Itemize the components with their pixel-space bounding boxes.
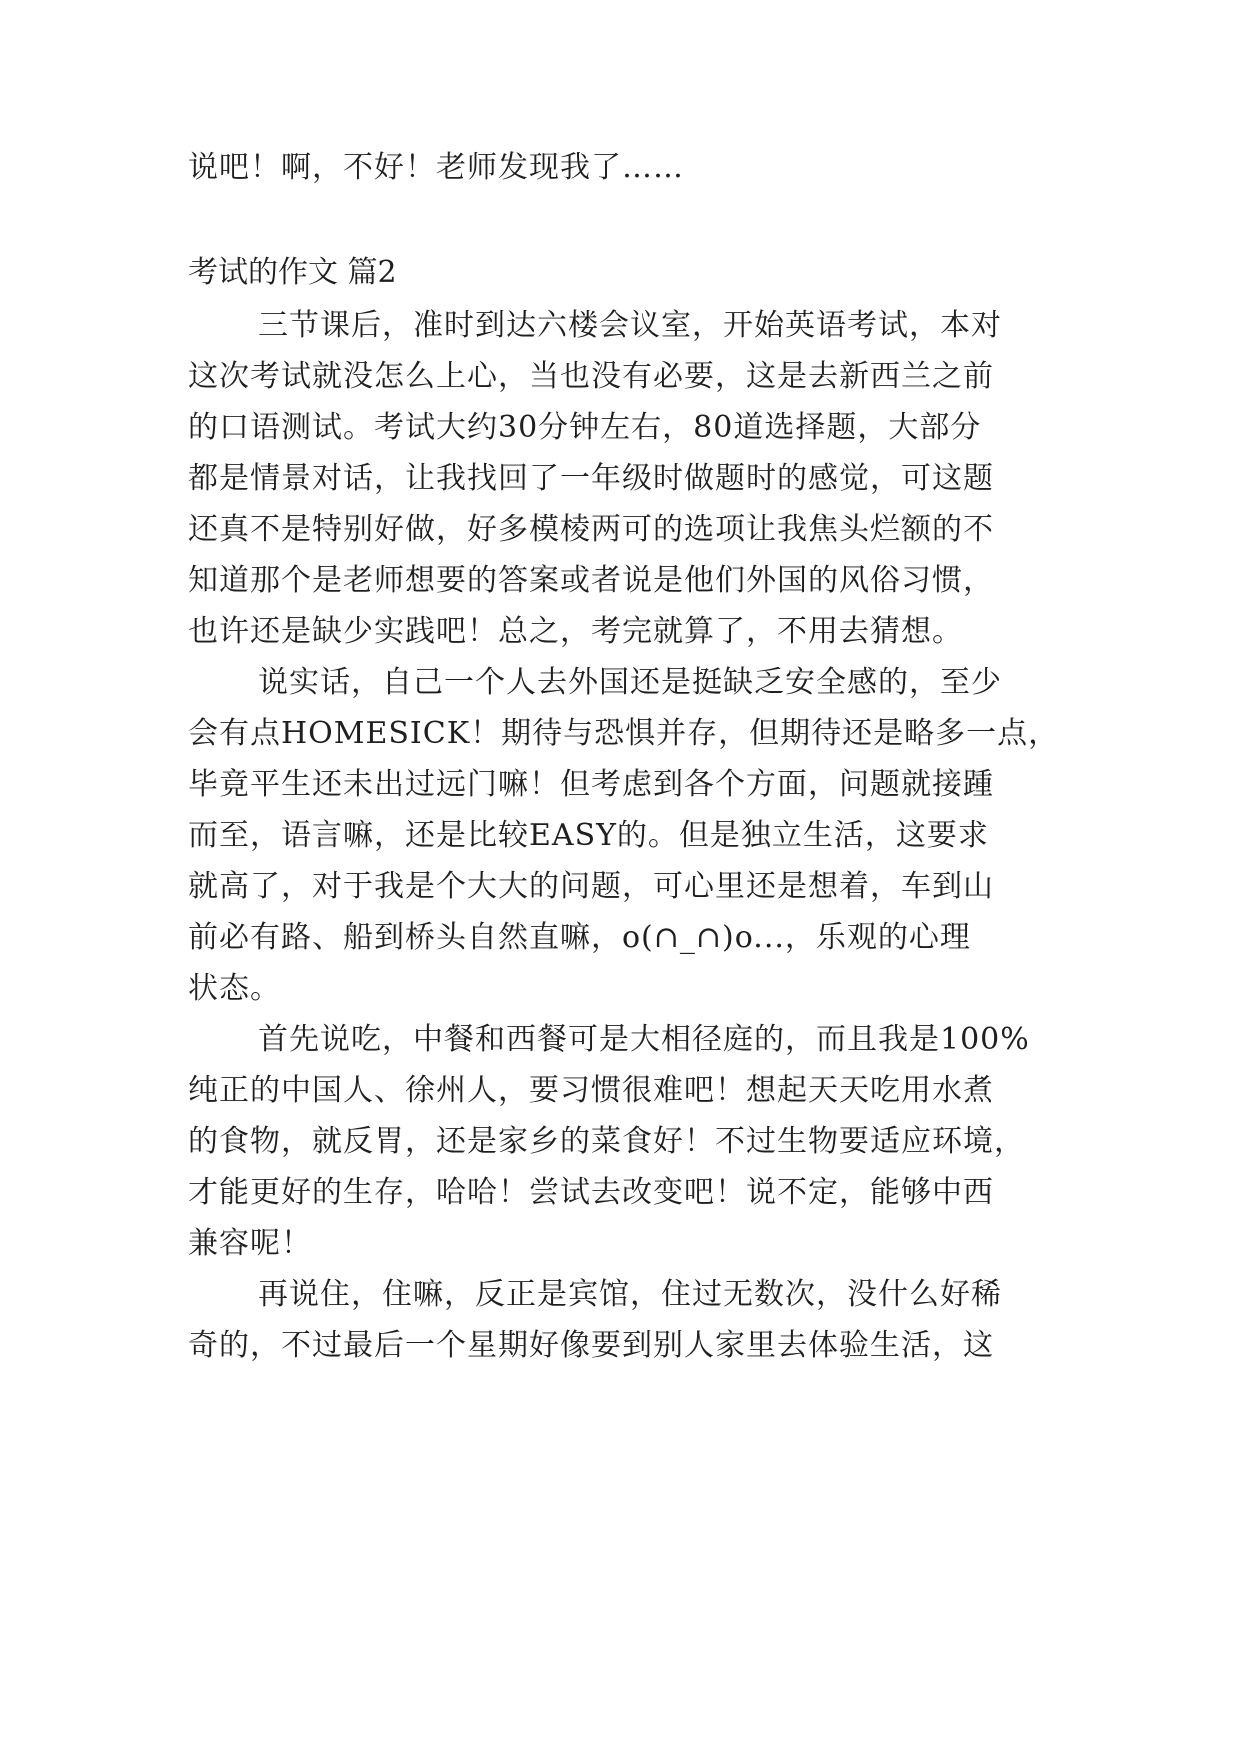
text-line: 而至，语言嘛，还是比较EASY的。但是独立生活，这要求 — [188, 818, 989, 853]
text-line: 也许还是缺少实践吧！总之，考完就算了，不用去猜想。 — [188, 614, 963, 649]
text-line: 奇的，不过最后一个星期好像要到别人家里去体验生活，这 — [188, 1328, 994, 1363]
text-line: 的口语测试。考试大约30分钟左右，80道选择题，大部分 — [188, 410, 982, 445]
text-line: 知道那个是老师想要的答案或者说是他们外国的风俗习惯， — [188, 563, 994, 598]
paragraph-first-line: 说实话，自己一个人去外国还是挺缺乏安全感的，至少 — [258, 665, 1002, 700]
paragraph-first-line: 首先说吃，中餐和西餐可是大相径庭的，而且我是100% — [258, 1022, 1030, 1057]
text-line: 这次考试就没怎么上心，当也没有必要，这是去新西兰之前 — [188, 359, 994, 394]
text-line: 才能更好的生存，哈哈！尝试去改变吧！说不定，能够中西 — [188, 1175, 994, 1210]
text-line: 还真不是特别好做，好多模棱两可的选项让我焦头烂额的不 — [188, 512, 994, 547]
text-line: 说吧！啊，不好！老师发现我了…… — [188, 150, 684, 185]
text-line: 纯正的中国人、徐州人，要习惯很难吧！想起天天吃用水煮 — [188, 1073, 994, 1108]
paragraph-first-line: 三节课后，准时到达六楼会议室，开始英语考试，本对 — [258, 308, 1002, 343]
text-line: 都是情景对话，让我找回了一年级时做题时的感觉，可这题 — [188, 461, 994, 496]
text-line: 的食物，就反胃，还是家乡的菜食好！不过生物要适应环境， — [188, 1124, 1025, 1159]
text-line: 会有点HOMESICK！期待与恐惧并存，但期待还是略多一点， — [188, 716, 1060, 751]
paragraph-first-line: 再说住，住嘛，反正是宾馆，住过无数次，没什么好稀 — [258, 1277, 1002, 1312]
text-line: 前必有路、船到桥头自然直嘛，o(∩_∩)o...，乐观的心理 — [188, 920, 971, 955]
text-line: 兼容呢！ — [188, 1226, 312, 1261]
text-line: 毕竟平生还未出过远门嘛！但考虑到各个方面，问题就接踵 — [188, 767, 994, 802]
text-line: 就高了，对于我是个大大的问题，可心里还是想着，车到山 — [188, 869, 994, 904]
section-heading: 考试的作文 篇2 — [188, 255, 397, 290]
text-line: 状态。 — [188, 971, 281, 1006]
